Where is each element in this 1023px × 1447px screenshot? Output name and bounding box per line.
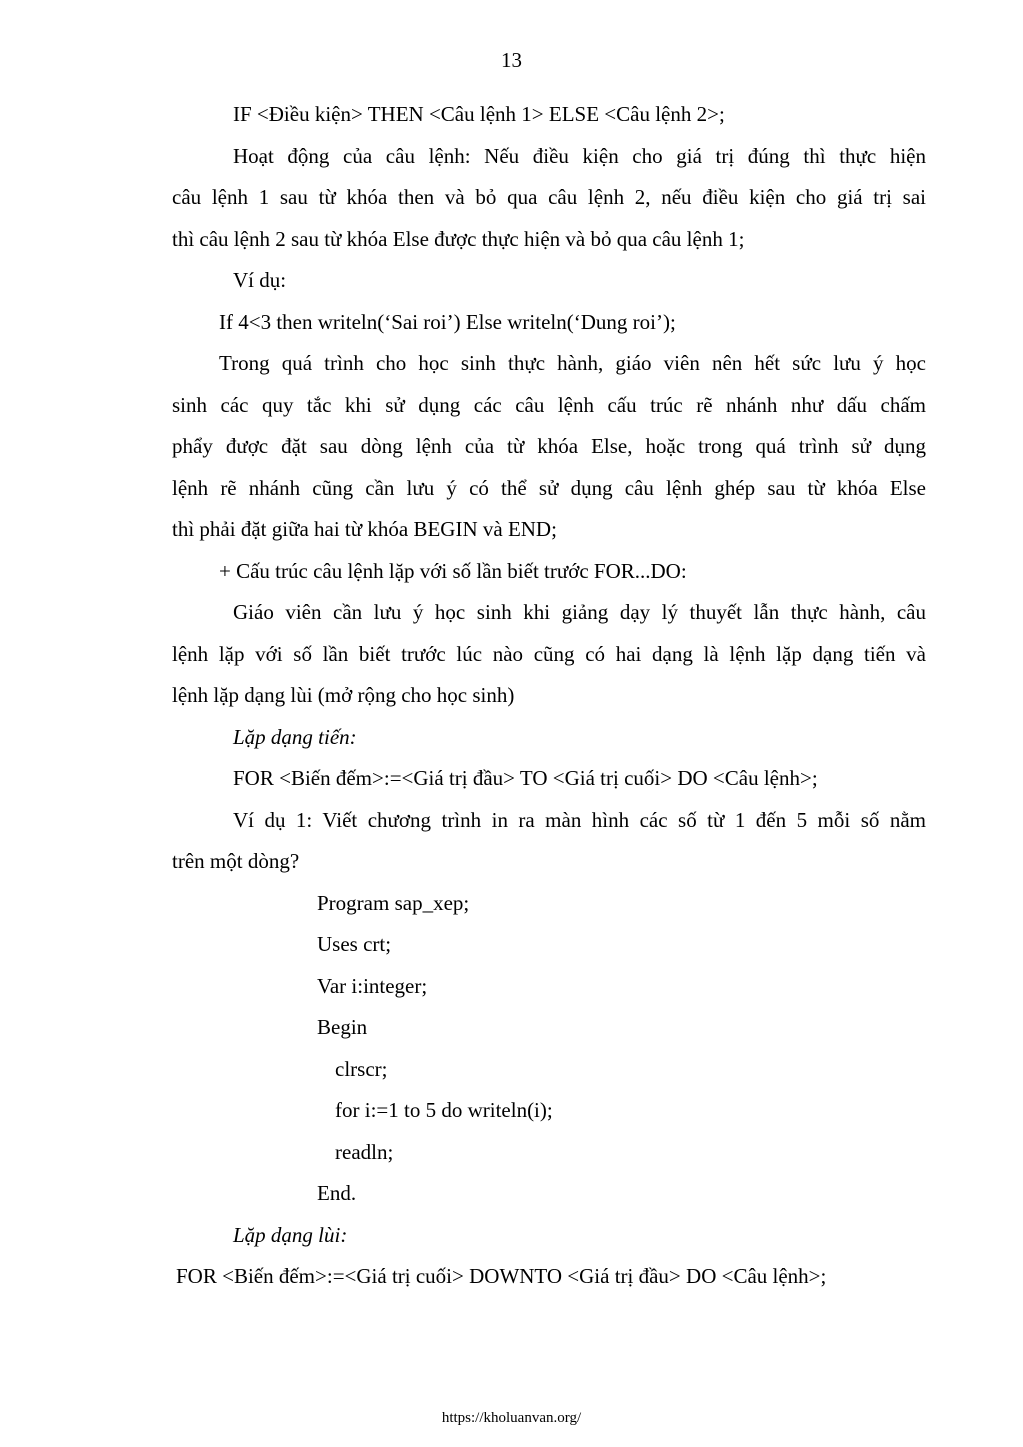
paragraph-line: Hoạt động của câu lệnh: Nếu điều kiện cho giá trị đúng thì thực hiện	[233, 144, 926, 168]
if-syntax-line: IF <Điều kiện> THEN <Câu lệnh 1> ELSE <Câu lệnh 2>;	[233, 102, 725, 126]
paragraph-line: lệnh rẽ nhánh cũng cần lưu ý có thể sử dụng câu lệnh ghép sau từ khóa Else	[172, 476, 926, 500]
paragraph-line: Giáo viên cần lưu ý học sinh khi giảng dạy lý thuyết lẫn thực hành, câu	[233, 600, 926, 624]
paragraph-line: lệnh lặp dạng lùi (mở rộng cho học sinh)	[172, 683, 515, 707]
code-line: clrscr;	[335, 1057, 388, 1081]
for-downto-syntax-line: FOR <Biến đếm>:=<Giá trị cuối> DOWNTO <Giá trị đầu> DO <Câu lệnh>;	[176, 1264, 827, 1288]
paragraph-line: Ví dụ 1: Viết chương trình in ra màn hình các số từ 1 đến 5 mỗi số nằm	[233, 808, 926, 832]
code-line: End.	[317, 1181, 357, 1205]
paragraph-line: sinh các quy tắc khi sử dụng các câu lệnh cấu trúc rẽ nhánh như dấu chấm	[172, 393, 926, 417]
subheading-forward-loop: Lặp dạng tiến:	[233, 725, 357, 749]
example-heading: Ví dụ:	[233, 268, 287, 292]
paragraph-line: trên một dòng?	[172, 849, 300, 873]
for-to-syntax-line: FOR <Biến đếm>:=<Giá trị đầu> TO <Giá trị cuối> DO <Câu lệnh>;	[233, 766, 818, 790]
paragraph-line: thì phải đặt giữa hai từ khóa BEGIN và END;	[172, 517, 557, 541]
code-line: readln;	[335, 1140, 394, 1164]
example-code-line: If 4<3 then writeln(‘Sai roi’) Else writeln(‘Dung roi’);	[219, 310, 676, 334]
subheading-backward-loop: Lặp dạng lùi:	[233, 1223, 348, 1247]
page-number: 13	[501, 48, 522, 72]
paragraph-line: phẩy được đặt sau dòng lệnh của từ khóa Else, hoặc trong quá trình sử dụng	[172, 434, 926, 458]
code-line: for i:=1 to 5 do writeln(i);	[335, 1098, 553, 1122]
code-line: Begin	[317, 1015, 368, 1039]
paragraph-line: thì câu lệnh 2 sau từ khóa Else được thực hiện và bỏ qua câu lệnh 1;	[172, 227, 745, 251]
code-line: Uses crt;	[317, 932, 392, 956]
section-heading: + Cấu trúc câu lệnh lặp với số lần biết trước FOR...DO:	[219, 559, 687, 583]
paragraph-line: câu lệnh 1 sau từ khóa then và bỏ qua câu lệnh 2, nếu điều kiện cho giá trị sai	[172, 185, 926, 209]
code-line: Var i:integer;	[317, 974, 428, 998]
code-line: Program sap_xep;	[317, 891, 470, 915]
paragraph-line: lệnh lặp với số lần biết trước lúc nào cũng có hai dạng là lệnh lặp dạng tiến và	[172, 642, 926, 666]
footer-url[interactable]: https://kholuanvan.org/	[441, 1410, 582, 1426]
paragraph-line: Trong quá trình cho học sinh thực hành, giáo viên nên hết sức lưu ý học	[219, 351, 926, 375]
